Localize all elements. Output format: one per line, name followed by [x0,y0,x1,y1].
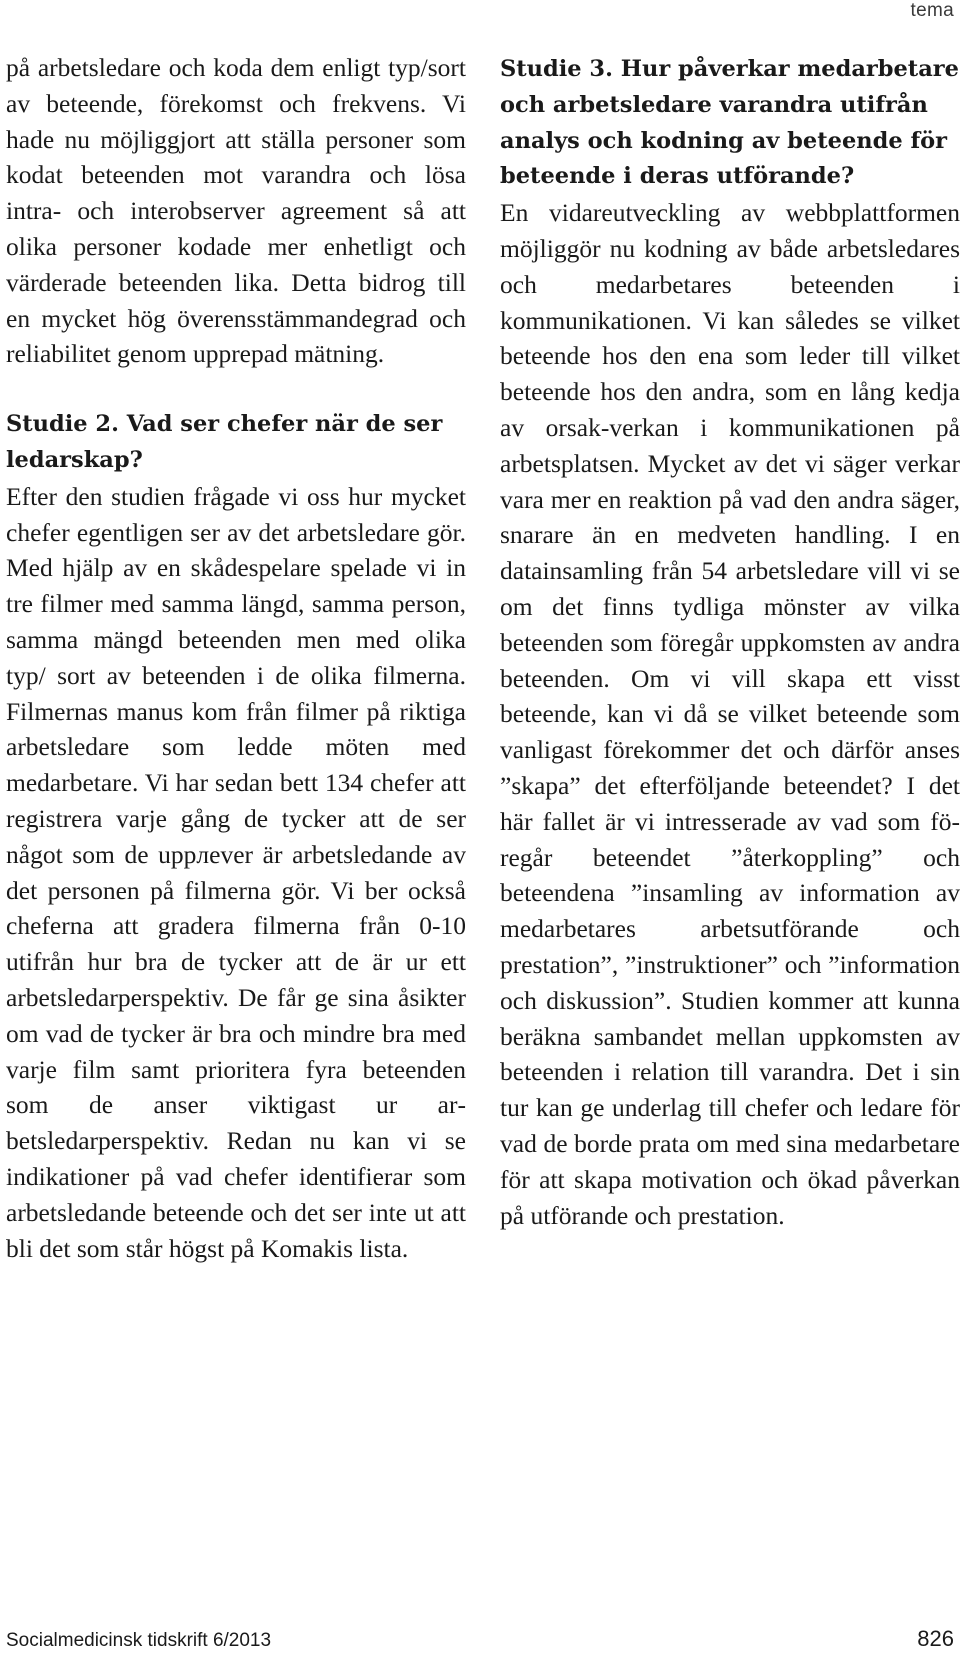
section-label: tema [910,0,954,21]
page-footer [6,1626,954,1652]
left-column [6,50,466,1266]
right-column [500,52,960,1233]
paragraph-intro-continued: på arbetsledare och koda dem enligt typ/sort av beteende, förekomst och frekvens. Vi hade nu möjliggjort att ställa personer som kodat beteenden mot varandra och lösa intra- och interobserver agreement så att olika personer kodade mer enhetligt och värderade beteenden lika. Detta bidrog till en mycket hög överensstämmandegrad och reliabilitet genom upprepad mätning. [6,53,466,369]
page-number: 826 [917,1626,954,1651]
paragraph-gap [6,372,466,407]
paragraph-study-3: En vidareutveckling av webbplattformen möjliggör nu kodning av både arbetsledares och medarbetares beteenden i kommunikationen. Vi kan således se vilket beteende hos den ena som leder till vilket beteende hos den andra, som en lång kedja av orsak-verkan i kommunikationen på arbetsplatsen. Mycket av det vi säger verkar vara mer en reaktion på vad den andra säger, snarare än en medveten handling. I en datainsamling från 54 arbetsledare vill vi se om det finns tydliga mönster av vilka beteenden som föregår uppkomsten av andra beteenden. Om vi vill skapa ett visst beteende, kan vi då se vilket beteende som vanligast förekommer det och därför anses ”skapa” det efterföljande beteendet? I det här fallet är vi intresserade av vad som föregår beteendet ”återkoppling” och beteendena ”insamling av information av medarbetares arbetsutförande och prestation”, ”instruktioner” och ”information och diskussion”. Studien kommer att kunna beräkna sambandet mellan uppkomsten av beteenden i relation till varandra. Det i sin tur kan ge underlag till chefer och ledare för vad de borde prata om med sina medarbetare för att skapa motivation och ökad påverkan på utförande och prestation. [500,198,960,1230]
paragraph-study-2: Efter den studien frågade vi oss hur mycket chefer egentligen ser av det arbetsledare gör. Med hjälp av en skådespelare spelade vi in tre filmer med samma längd, samma person, samma mängd beteenden men med olika typ/ sort av beteenden i de olika filmerna. Filmernas manus kom från filmer på riktiga arbetsledare som ledde möten med medarbetare. Vi har sedan bett 134 chefer att registrera varje gång de tycker att de ser något som de uppлеver är arbetsledande av det personen på filmerna gör. Vi ber också cheferna att gradera filmerna från 0-10 utifrån hur bra de tycker att de är ur ett arbetsledarperspektiv. De får ge sina åsikter om vad de tycker är bra och mindre bra med varje film samt prioritera fyra beteenden som de anser viktigast ur arbetsledarperspektiv. Redan nu kan vi se indikationer på vad chefer identifierar som arbetsledande beteende och det ser inte ut att bli det som står högst på Komakis lista. [6,481,466,1263]
study-3-heading: Studie 3. Hur påverkar medarbetare och arbetsledare varandra utifrån analys och kodning av beteende för beteende i deras utförande? [500,56,959,190]
study-2-heading: Studie 2. Vad ser chefer när de ser ledarskap? [6,411,443,473]
journal-citation: Socialmedicinsk tidskrift 6/2013 [6,1630,272,1651]
